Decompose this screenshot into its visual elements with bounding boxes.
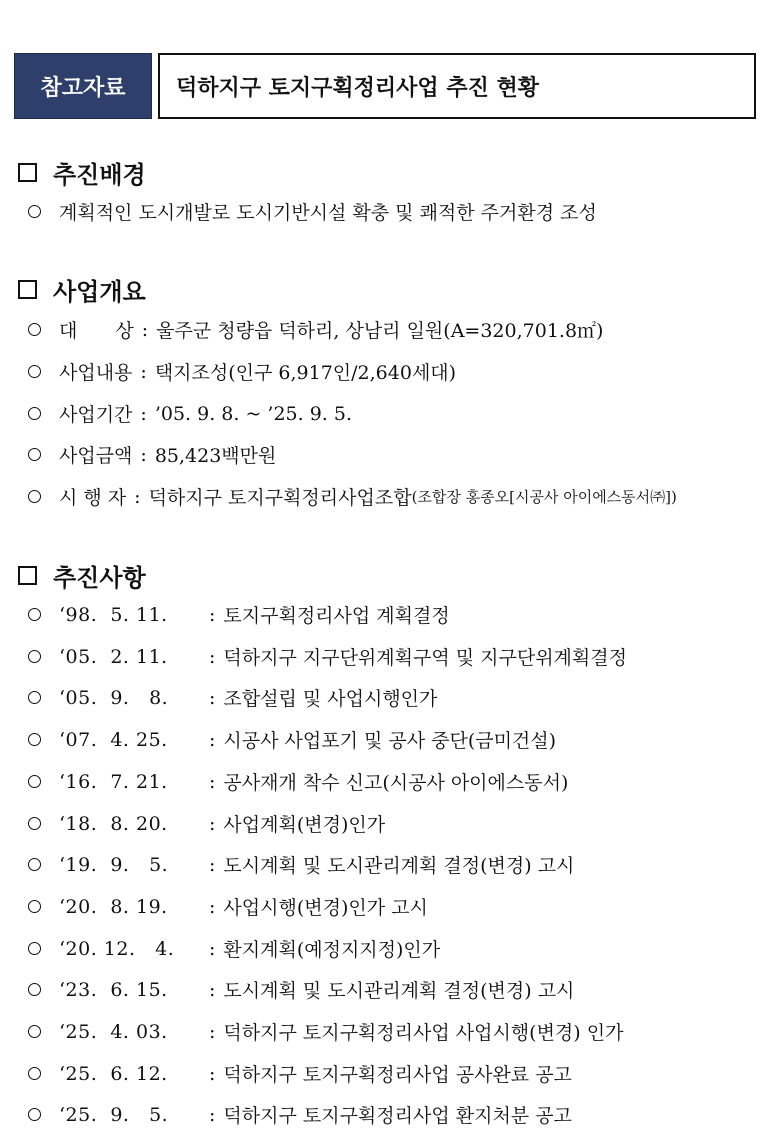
circle-bullet-icon xyxy=(28,650,41,663)
circle-bullet-icon xyxy=(28,858,41,871)
timeline-date: ‘19. 9. 5. xyxy=(59,853,169,876)
overview-item-period: 사업기간 : ’05. 9. 8. ~ ’25. 9. 5. xyxy=(28,400,352,427)
timeline-date: ‘20. 12. 4. xyxy=(59,937,175,960)
timeline-date: ‘16. 7. 21. xyxy=(59,770,168,793)
timeline-date: ‘23. 6. 15. xyxy=(59,978,168,1001)
timeline-text: 조합설립 및 사업시행인가 xyxy=(223,688,438,710)
timeline-text: 덕하지구 토지구획정리사업 환지처분 공고 xyxy=(223,1105,572,1127)
timeline-item: ‘25. 6. 12. : 덕하지구 토지구획정리사업 공사완료 공고 xyxy=(28,1060,572,1087)
section-progress-heading: 추진사항 xyxy=(18,558,146,593)
circle-bullet-icon xyxy=(28,691,41,704)
page-title: 덕하지구 토지구획정리사업 추진 현황 xyxy=(158,53,756,119)
timeline-item: ‘25. 4. 03. : 덕하지구 토지구획정리사업 사업시행(변경) 인가 xyxy=(28,1018,623,1045)
timeline-date: ‘07. 4. 25. xyxy=(59,728,168,751)
timeline-date: ‘18. 8. 20. xyxy=(59,812,168,835)
timeline-text: 덕하지구 토지구획정리사업 사업시행(변경) 인가 xyxy=(223,1022,624,1044)
circle-bullet-icon xyxy=(28,365,41,378)
timeline-item: ‘16. 7. 21. : 공사재개 착수 신고(시공사 아이에스동서) xyxy=(28,768,568,795)
timeline-text: 사업시행(변경)인가 고시 xyxy=(223,897,428,919)
circle-bullet-icon xyxy=(28,983,41,996)
checkbox-square-icon xyxy=(18,163,37,182)
circle-bullet-icon xyxy=(28,205,41,218)
timeline-item: ‘25. 9. 5. : 덕하지구 토지구획정리사업 환지처분 공고 xyxy=(28,1101,572,1128)
circle-bullet-icon xyxy=(28,407,41,420)
list-item: 계획적인 도시개발로 도시기반시설 확충 및 쾌적한 주거환경 조성 xyxy=(28,198,597,225)
circle-bullet-icon xyxy=(28,733,41,746)
timeline-text: 환지계획(예정지지정)인가 xyxy=(223,939,441,961)
timeline-item: ‘07. 4. 25. : 시공사 사업포기 및 공사 중단(금미건설) xyxy=(28,726,556,753)
timeline-text: 공사재개 착수 신고(시공사 아이에스동서) xyxy=(223,772,569,794)
overview-item-operator: 시 행 자 : 덕하지구 토지구획정리사업조합 (조합장 홍종오[시공사 아이에스동서㈜]) xyxy=(28,483,677,510)
reference-badge: 참고자료 xyxy=(14,53,152,119)
circle-bullet-icon xyxy=(28,942,41,955)
circle-bullet-icon xyxy=(28,1067,41,1080)
overview-item-budget: 사업금액 : 85,423백만원 xyxy=(28,441,276,468)
circle-bullet-icon xyxy=(28,1108,41,1121)
page-header xyxy=(14,53,756,119)
timeline-text: 시공사 사업포기 및 공사 중단(금미건설) xyxy=(223,730,557,752)
timeline-item: ‘20. 12. 4. : 환지계획(예정지지정)인가 xyxy=(28,935,440,962)
timeline-item: ‘98. 5. 11. : 토지구획정리사업 계획결정 xyxy=(28,601,450,628)
checkbox-square-icon xyxy=(18,566,37,585)
circle-bullet-icon xyxy=(28,900,41,913)
timeline-text: 토지구획정리사업 계획결정 xyxy=(223,605,450,627)
timeline-date: ‘05. 9. 8. xyxy=(59,686,169,709)
timeline-text: 덕하지구 지구단위계획구역 및 지구단위계획결정 xyxy=(223,647,627,669)
timeline-item: ‘05. 2. 11. : 덕하지구 지구단위계획구역 및 지구단위계획결정 xyxy=(28,643,627,670)
circle-bullet-icon xyxy=(28,490,41,503)
circle-bullet-icon xyxy=(28,775,41,788)
timeline-date: ‘98. 5. 11. xyxy=(59,603,168,626)
overview-item-content: 사업내용 : 택지조성(인구 6,917인/2,640세대) xyxy=(28,358,456,385)
timeline-date: ‘05. 2. 11. xyxy=(59,645,168,668)
circle-bullet-icon xyxy=(28,608,41,621)
timeline-item: ‘23. 6. 15. : 도시계획 및 도시관리계획 결정(변경) 고시 xyxy=(28,976,574,1003)
circle-bullet-icon xyxy=(28,1025,41,1038)
operator-note: (조합장 홍종오[시공사 아이에스동서㈜]) xyxy=(411,488,677,506)
timeline-date: ‘20. 8. 19. xyxy=(59,895,168,918)
timeline-item: ‘20. 8. 19. : 사업시행(변경)인가 고시 xyxy=(28,893,428,920)
timeline-text: 사업계획(변경)인가 xyxy=(223,814,386,836)
circle-bullet-icon xyxy=(28,817,41,830)
circle-bullet-icon xyxy=(28,323,41,336)
checkbox-square-icon xyxy=(18,280,37,299)
timeline-item: ‘05. 9. 8. : 조합설립 및 사업시행인가 xyxy=(28,684,437,711)
timeline-text: 도시계획 및 도시관리계획 결정(변경) 고시 xyxy=(223,855,575,877)
section-overview-heading: 사업개요 xyxy=(18,272,146,307)
timeline-item: ‘19. 9. 5. : 도시계획 및 도시관리계획 결정(변경) 고시 xyxy=(28,851,574,878)
overview-item-target: 대 상 : 울주군 청량읍 덕하리, 상남리 일원(A=320,701.8㎡) xyxy=(28,316,603,343)
timeline-item: ‘18. 8. 20. : 사업계획(변경)인가 xyxy=(28,810,385,837)
section-background-heading: 추진배경 xyxy=(18,155,146,190)
circle-bullet-icon xyxy=(28,448,41,461)
timeline-date: ‘25. 4. 03. xyxy=(59,1020,168,1043)
timeline-text: 덕하지구 토지구획정리사업 공사완료 공고 xyxy=(223,1064,572,1086)
timeline-date: ‘25. 6. 12. xyxy=(59,1062,168,1085)
timeline-date: ‘25. 9. 5. xyxy=(59,1103,169,1126)
timeline-text: 도시계획 및 도시관리계획 결정(변경) 고시 xyxy=(223,980,575,1002)
